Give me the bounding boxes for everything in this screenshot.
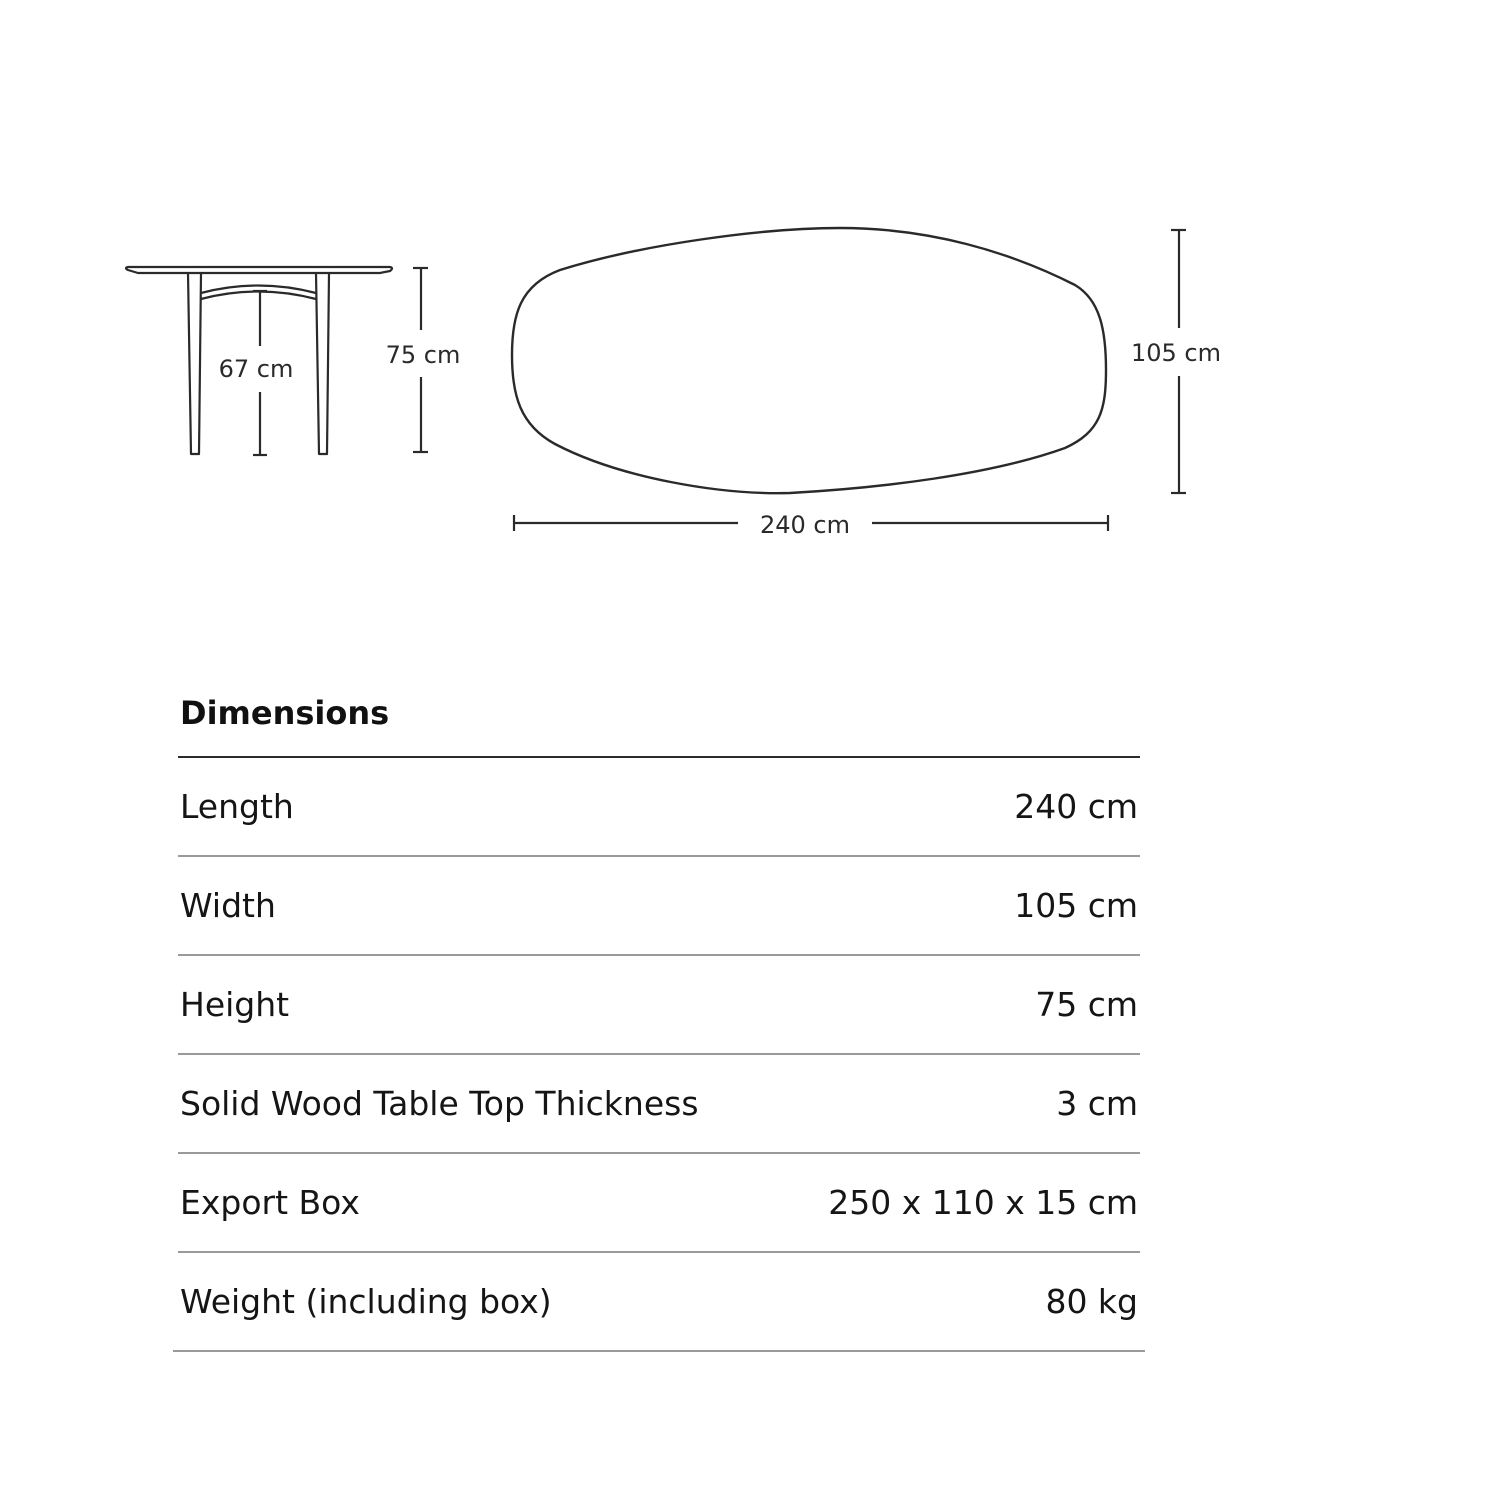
width-label: 105 cm [1130,339,1222,367]
total-height-label: 75 cm [385,341,461,369]
spec-row-width [178,857,1140,956]
spec-value: 80 kg [1045,1282,1138,1321]
spec-label: Solid Wood Table Top Thickness [180,1084,699,1123]
spec-label: Width [180,886,276,925]
spec-value: 75 cm [1035,985,1138,1024]
spec-label: Weight (including box) [180,1282,552,1321]
spec-label: Length [180,787,294,826]
dimensions-table [178,690,1140,1352]
top-view-table-outline [512,228,1106,493]
spec-value: 240 cm [1014,787,1138,826]
side-view-left-leg [188,273,201,454]
side-view-right-leg [316,273,329,454]
spec-value: 250 x 110 x 15 cm [828,1183,1138,1222]
spec-row-thickness [178,1055,1140,1154]
spec-row-export-box [178,1154,1140,1253]
dimensions-title: Dimensions [178,690,1140,758]
spec-row-weight [173,1253,1145,1352]
side-view-apron-inner [201,292,316,300]
spec-label: Export Box [180,1183,360,1222]
spec-row-height [178,956,1140,1055]
length-label: 240 cm [759,511,851,539]
inner-height-label: 67 cm [218,355,294,383]
spec-row-length [178,758,1140,857]
dimension-drawing [0,0,1500,620]
spec-value: 105 cm [1014,886,1138,925]
spec-value: 3 cm [1056,1084,1138,1123]
side-view-table-top [126,267,392,273]
spec-label: Height [180,985,290,1024]
